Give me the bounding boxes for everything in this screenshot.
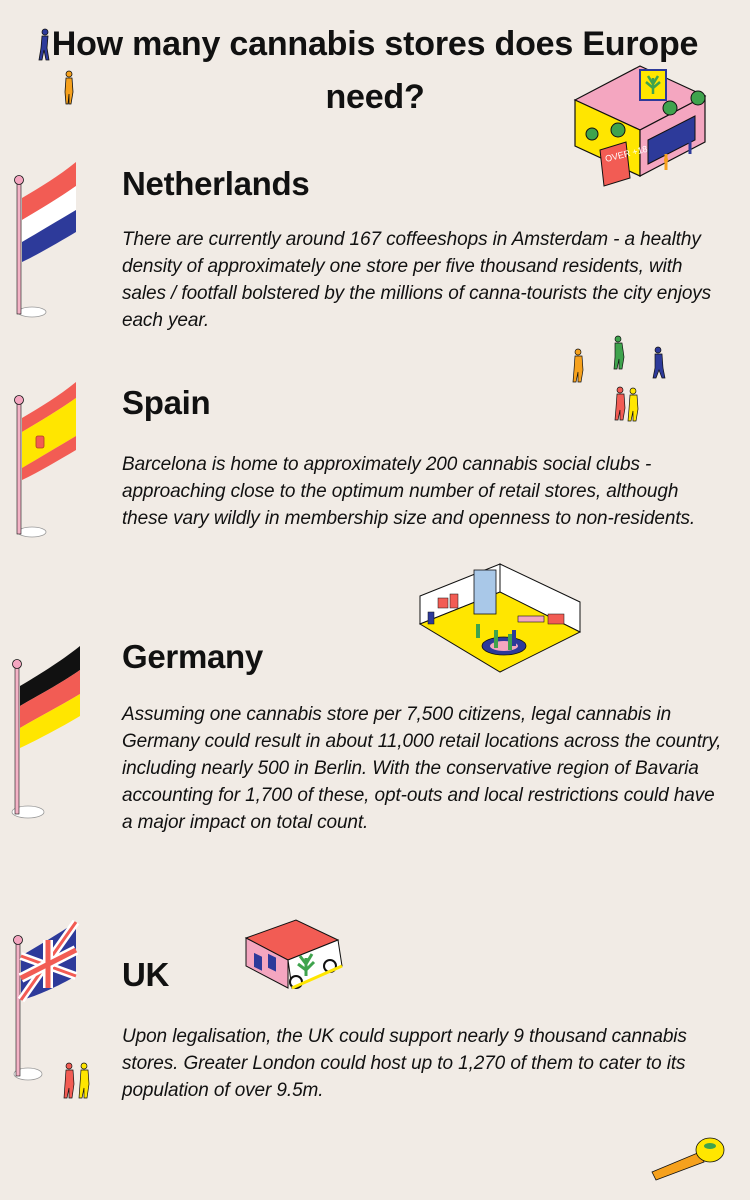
person-orange-icon: [62, 70, 76, 106]
country-title-netherlands: Netherlands: [122, 165, 310, 202]
people-group-icon: [570, 335, 670, 425]
country-text-uk: Upon legalisation, the UK could support nearly 9 thousand cannabis stores. Greater London could host up to 1,270 of them to cater to its population of over 9.5m.: [122, 1026, 687, 1101]
spain-flag-icon: [14, 378, 84, 540]
country-title-spain: Spain: [122, 384, 211, 421]
germany-flag-icon: [10, 642, 84, 822]
cannabis-van-illustration: [244, 918, 344, 992]
netherlands-flag-icon: [14, 158, 84, 320]
uk-flag-icon: [12, 920, 82, 1084]
country-title-uk: UK: [122, 956, 170, 993]
country-text-spain: Barcelona is home to approximately 200 cannabis social clubs - approaching close to the optimum number of retail stores, although these vary wildly in membership size and openness to non-residents.: [122, 454, 696, 529]
country-text-netherlands: There are currently around 167 coffeeshops in Amsterdam - a healthy density of approximately one store per five thousand residents, with sales / footfall bolstered by the millions of canna-tourists the city enjoys each year.: [122, 229, 712, 331]
country-title-germany: Germany: [122, 638, 263, 675]
page-title: How many cannabis stores does Europe need?: [51, 25, 699, 116]
two-people-icon: [60, 1062, 94, 1102]
country-text-germany: Assuming one cannabis store per 7,500 citizens, legal cannabis in Germany could result in about 11,000 retail locations across the country, including nearly 500 in Berlin. With the conservative region of Bavaria accounting for 1,700 of these, opt-outs and local restrictions could have a major impact on total count.: [122, 704, 722, 833]
pipe-icon: [648, 1134, 728, 1182]
social-club-room-illustration: [418, 560, 583, 680]
cannabis-store-illustration: [570, 58, 710, 188]
person-blue-icon: [36, 28, 52, 62]
store-sign-text: OVER +18: [604, 143, 649, 164]
